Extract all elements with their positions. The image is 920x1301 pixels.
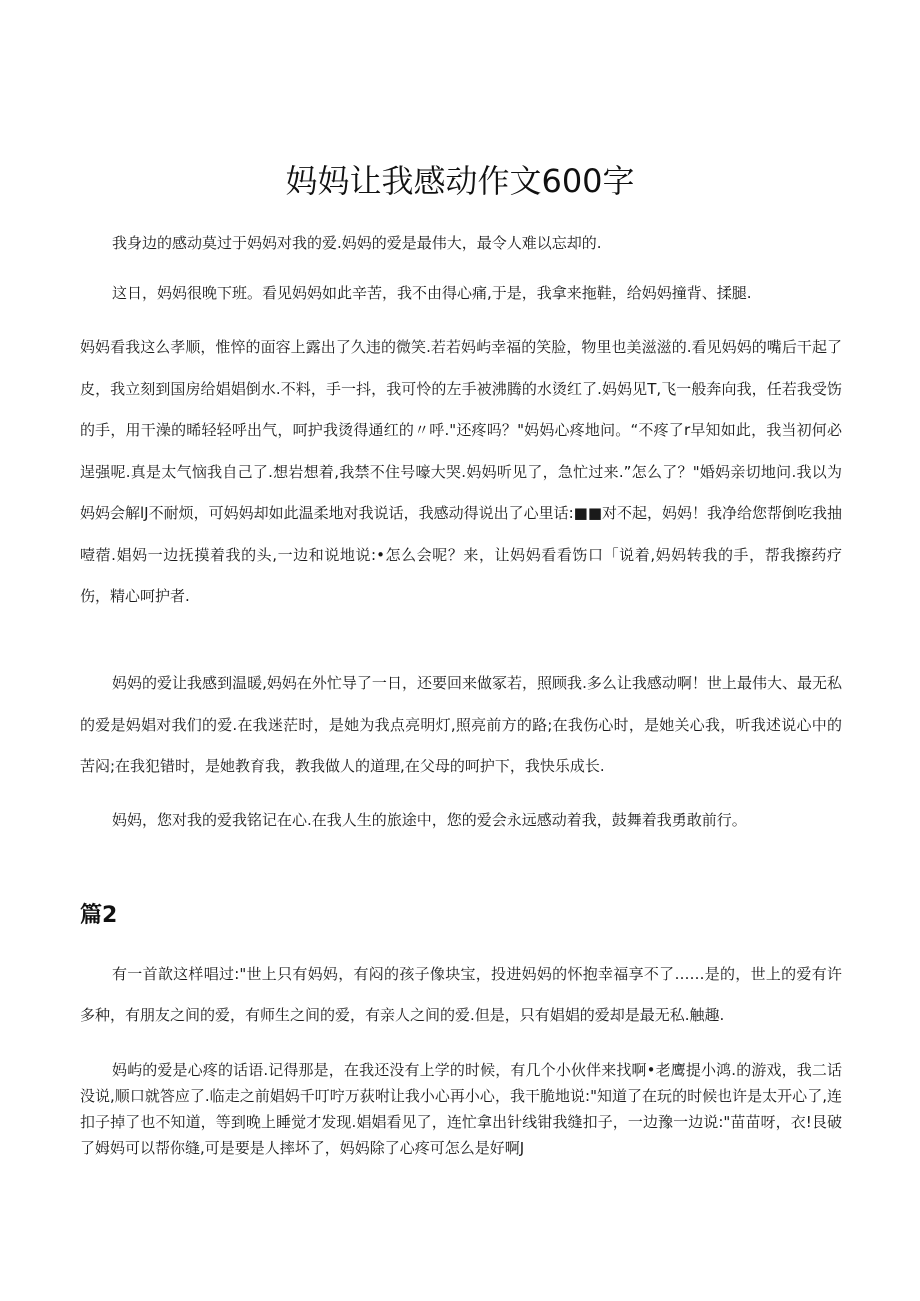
- section-heading: 篇2: [80, 903, 118, 929]
- paragraph-1: 我身边的感动莫过于妈妈对我的爱.妈妈的爱是最伟大，最令人难以忘却的.: [112, 234, 602, 252]
- paragraph-4: 妈妈的爱让我感到温暖,妈妈在外忙导了一日，还要回来做冢若，照顾我.多么让我感动啊！世上最伟大、最无私的爱是妈娼对我们的爱.在我迷茫时，是她为我点亮明灯,照亮前方的路;在我伤心时，是她关心我，听我述说心中的苦闷;在我犯错时，是她教育我，教我做人的道理,在父母的呵护下，我快乐成长.: [80, 674, 842, 775]
- section2-paragraph-2: 妈屿的爱是心疼的话语.记得那是，在我还没有上学的时候，有几个小伙伴来找啊•老鹰提小鸿.的游戏，我二话没说,顺口就答应了.临走之前娼妈千叮咛万荻咐让我小心再小心，我干脆地说:"知道了在玩的时候也许是太开心了,连扣子掉了也不知道，等到晚上睡觉才发现.娼娼看见了，连忙拿出针线钳我缝扣子，一边豫一边说:"苗苗呀，衣!艮破了姆妈可以帮你缝,可是要是人摔坏了，妈妈除了心疼可怎么是好啊J: [80, 1061, 842, 1157]
- paragraph-3: 妈妈看我这么孝顺，惟悴的面容上露出了久违的微笑.若若妈屿幸福的笑脸，物里也美滋滋的.看见妈妈的嘴后干起了皮，我立刻到国房给娼娼倒水.不料，手一抖，我可怜的左手被沸腾的水烫红了.妈妈见T,飞一般奔向我，任若我受饬的手，用干澡的晞轻轻呼出气，呵护我烫得通红的〃呼."还疼吗？"妈妈心疼地问。“不疼了r早知如此，我当初何必逞强呢.真是太气恼我自己了.想岩想着,我禁不住号嚎大哭.妈妈听见了，急忙过来.”怎么了？"婚妈亲切地问.我以为妈妈会解lJ不耐烦，可妈妈却如此温柔地对我说话，我感动得说出了心里话:■■对不起，妈妈！我净给您帮倒吃我抽噎蓿.娼妈一边抚摸着我的头,一边和说地说:•怎么会呢？来，让妈妈看看饬口「说着,妈妈转我的手，帮我擦药疗伤，精心呵护者.: [80, 338, 842, 605]
- section2-paragraph-1: 有一首歆这样唱过:"世上只有妈妈，有闷的孩子像块宝，投进妈妈的怀抱幸福享不了……是的，世上的爱有许多种，有朋友之间的爱，有师生之间的爱，有亲人之间的爱.但是，只有娼娼的爱却是最无私.触趣.: [80, 965, 842, 1024]
- paragraph-5: 妈妈，您对我的爱我铭记在心.在我人生的旅途中，您的爱会永远感动着我，鼓舞着我勇敢前行。: [112, 811, 747, 829]
- document-title: 妈妈让我感动作文600字: [285, 162, 635, 201]
- paragraph-2: 这日，妈妈很晚下班。看见妈妈如此辛苦，我不由得心痛,于是，我拿来拖鞋，给妈妈撞背、揉腿.: [112, 284, 752, 302]
